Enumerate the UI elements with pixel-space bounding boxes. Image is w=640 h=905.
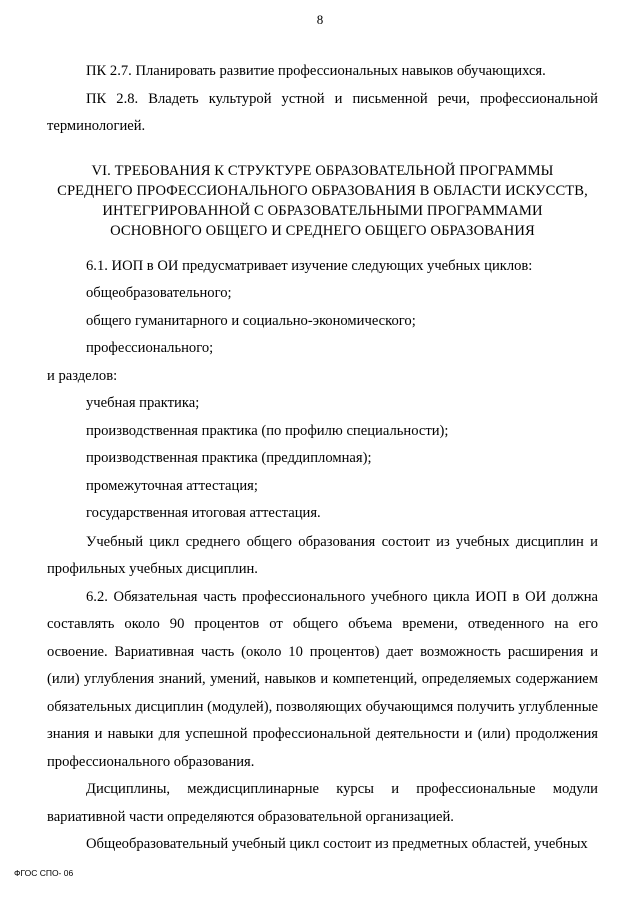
list-item-section: промежуточная аттестация; (86, 477, 258, 494)
footer-label: ФГОС СПО- 06 (14, 868, 74, 878)
list-item-section: государственная итоговая аттестация. (86, 505, 321, 521)
document-body (47, 58, 598, 859)
list-item-section: производственная практика (преддипломная); (86, 450, 372, 466)
list-item-section: производственная практика (по профилю специальности); (86, 422, 449, 439)
heading-line: ОСНОВНОГО ОБЩЕГО И СРЕДНЕГО ОБЩЕГО ОБРАЗОВАНИЯ (110, 222, 535, 239)
paragraph-6-2: 6.2. Обязательная часть профессионального учебного цикла ИОП в ОИ должна составлять около 90 процентов от общего объема времени, отведенного на его освоение. Вариативная часть (около 10 процентов) дает возможность расширения и (или) углубления знаний, умений, навыков и компетенций, определяемых содержанием обязательных дисциплин (модулей), позволяющих обучающимся получить углубленные знания и навыки для успешной профессиональной деятельности и (или) продолжения профессионального образования. (47, 588, 598, 770)
paragraph-variative-disciplines: Дисциплины, междисциплинарные курсы и профессиональные модули вариативной части определяются образовательной организацией. (47, 781, 598, 825)
sections-intro: и разделов: (47, 367, 118, 384)
paragraph-pk-2-7: ПК 2.7. Планировать развитие профессиональных навыков обучающихся. (86, 63, 546, 79)
page-number: 8 (316, 12, 324, 27)
heading-line: СРЕДНЕГО ПРОФЕССИОНАЛЬНОГО ОБРАЗОВАНИЯ В ОБЛАСТИ ИСКУССТВ, (57, 182, 588, 199)
list-item-cycle: общеобразовательного; (86, 285, 232, 301)
section-heading (47, 161, 598, 241)
paragraph-6-1-closing: Учебный цикл среднего общего образования состоит из учебных дисциплин и профильных учебных дисциплин. (47, 533, 598, 577)
heading-line: ИНТЕГРИРОВАННОЙ С ОБРАЗОВАТЕЛЬНЫМИ ПРОГРАММАМИ (102, 202, 543, 219)
list-item-cycle: общего гуманитарного и социально-экономического; (86, 312, 416, 329)
list-item-section: учебная практика; (86, 395, 200, 411)
heading-line: VI. ТРЕБОВАНИЯ К СТРУКТУРЕ ОБРАЗОВАТЕЛЬНОЙ ПРОГРАММЫ (91, 162, 554, 179)
paragraph-general-education-cycle: Общеобразовательный учебный цикл состоит из предметных областей, учебных (86, 836, 588, 852)
paragraph-pk-2-8: ПК 2.8. Владеть культурой устной и письменной речи, профессиональной терминологией. (47, 90, 598, 134)
list-item-cycle: профессионального; (86, 340, 214, 356)
paragraph-6-1-intro: 6.1. ИОП в ОИ предусматривает изучение следующих учебных циклов: (86, 257, 533, 274)
